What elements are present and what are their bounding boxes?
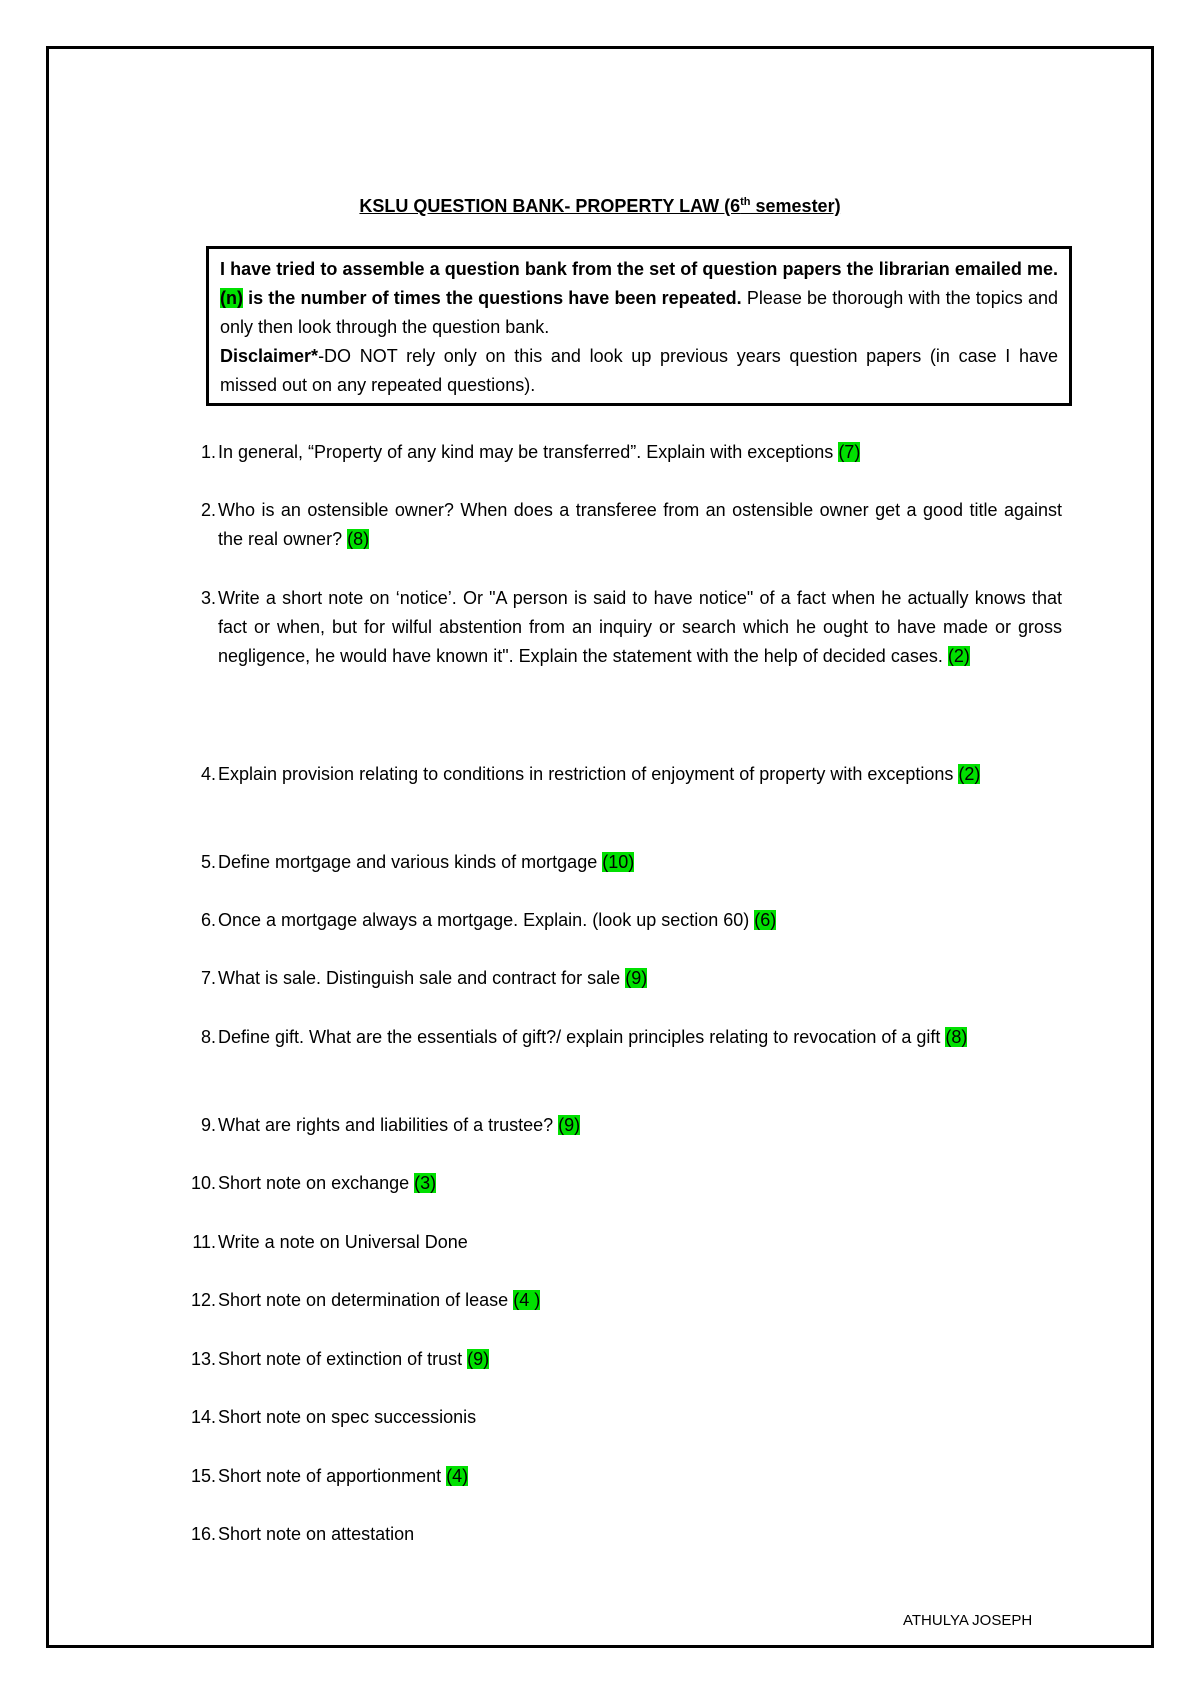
repeat-count: (9) (558, 1115, 581, 1135)
question-text: Once a mortgage always a mortgage. Explain. (look up section 60) (6) (218, 910, 777, 930)
repeat-count: (6) (754, 910, 777, 930)
repeat-count: (10) (602, 852, 635, 872)
question-number: 6. (200, 910, 216, 930)
question-number: 13. (190, 1349, 216, 1369)
repeat-count: (8) (347, 529, 370, 549)
question-number: 12. (190, 1290, 216, 1310)
repeat-count: (4) (446, 1466, 469, 1486)
question-number: 15. (190, 1466, 216, 1486)
question-number: 14. (190, 1407, 216, 1427)
question-number: 7. (200, 968, 216, 988)
repeat-count-marker: (n) (220, 288, 243, 308)
question-text: What is sale. Distinguish sale and contract for sale (9) (218, 968, 648, 988)
question-text: Write a short note on ‘notice’. Or "A person is said to have notice" of a fact when he actually knows that fact or when, but for wilful abstention from an inquiry or search which he ought to have made or gross negligence, he would have known it". Explain the statement with the help of decided cases. (2) (218, 588, 1062, 666)
question-number: 8. (200, 1027, 216, 1047)
repeat-count: (4 ) (513, 1290, 541, 1310)
repeat-count: (3) (414, 1173, 437, 1193)
repeat-count: (2) (947, 646, 970, 666)
question-number: 4. (200, 764, 216, 784)
question-text: Explain provision relating to conditions in restriction of enjoyment of property with exceptions (2) (218, 764, 981, 784)
notice-box (206, 246, 1072, 406)
question-text: Short note of apportionment (4) (218, 1466, 469, 1486)
question-text: In general, “Property of any kind may be transferred”. Explain with exceptions (7) (218, 442, 861, 462)
question-text: Who is an ostensible owner? When does a transferee from an ostensible owner get a good title against the real owner? (8) (218, 500, 1062, 549)
question-number: 11. (192, 1232, 216, 1252)
question-text: Write a note on Universal Done (218, 1232, 468, 1252)
question-text: Define gift. What are the essentials of gift?/ explain principles relating to revocation of a gift (8) (218, 1027, 968, 1047)
title-superscript: th (740, 196, 751, 208)
question-number: 3. (200, 588, 216, 608)
question-text: Short note on exchange (3) (218, 1173, 437, 1193)
disclaimer: Disclaimer*-DO NOT rely only on this and look up previous years question papers (in case I have missed out on any repeated questions). (220, 346, 1058, 395)
question-number: 16. (190, 1524, 216, 1544)
question-number: 10. (190, 1173, 216, 1193)
notice-paragraph: I have tried to assemble a question bank from the set of question papers the librarian emailed me. (n) is the number of times the questions have been repeated. Please be thorough with the topics and only then look through the question bank. (220, 259, 1058, 337)
repeat-count: (9) (625, 968, 648, 988)
question-text: What are rights and liabilities of a trustee? (9) (218, 1115, 581, 1135)
repeat-count: (9) (467, 1349, 490, 1369)
question-text: Short note on spec successionis (218, 1407, 477, 1427)
question-number: 5. (200, 852, 216, 872)
repeat-count: (2) (958, 764, 981, 784)
question-text: Short note on attestation (218, 1524, 415, 1544)
question-number: 1. (200, 442, 216, 462)
page-title: KSLU QUESTION BANK- PROPERTY LAW (6th semester) (359, 196, 841, 216)
question-number: 9. (200, 1115, 216, 1135)
question-text: Short note on determination of lease (4 ) (218, 1290, 541, 1310)
question-number: 2. (200, 500, 216, 520)
author-name: ATHULYA JOSEPH (903, 1612, 1033, 1629)
repeat-count: (8) (945, 1027, 968, 1047)
question-text: Short note of extinction of trust (9) (218, 1349, 490, 1369)
repeat-count: (7) (838, 442, 861, 462)
disclaimer-label: Disclaimer* (220, 346, 319, 366)
question-text: Define mortgage and various kinds of mortgage (10) (218, 852, 635, 872)
